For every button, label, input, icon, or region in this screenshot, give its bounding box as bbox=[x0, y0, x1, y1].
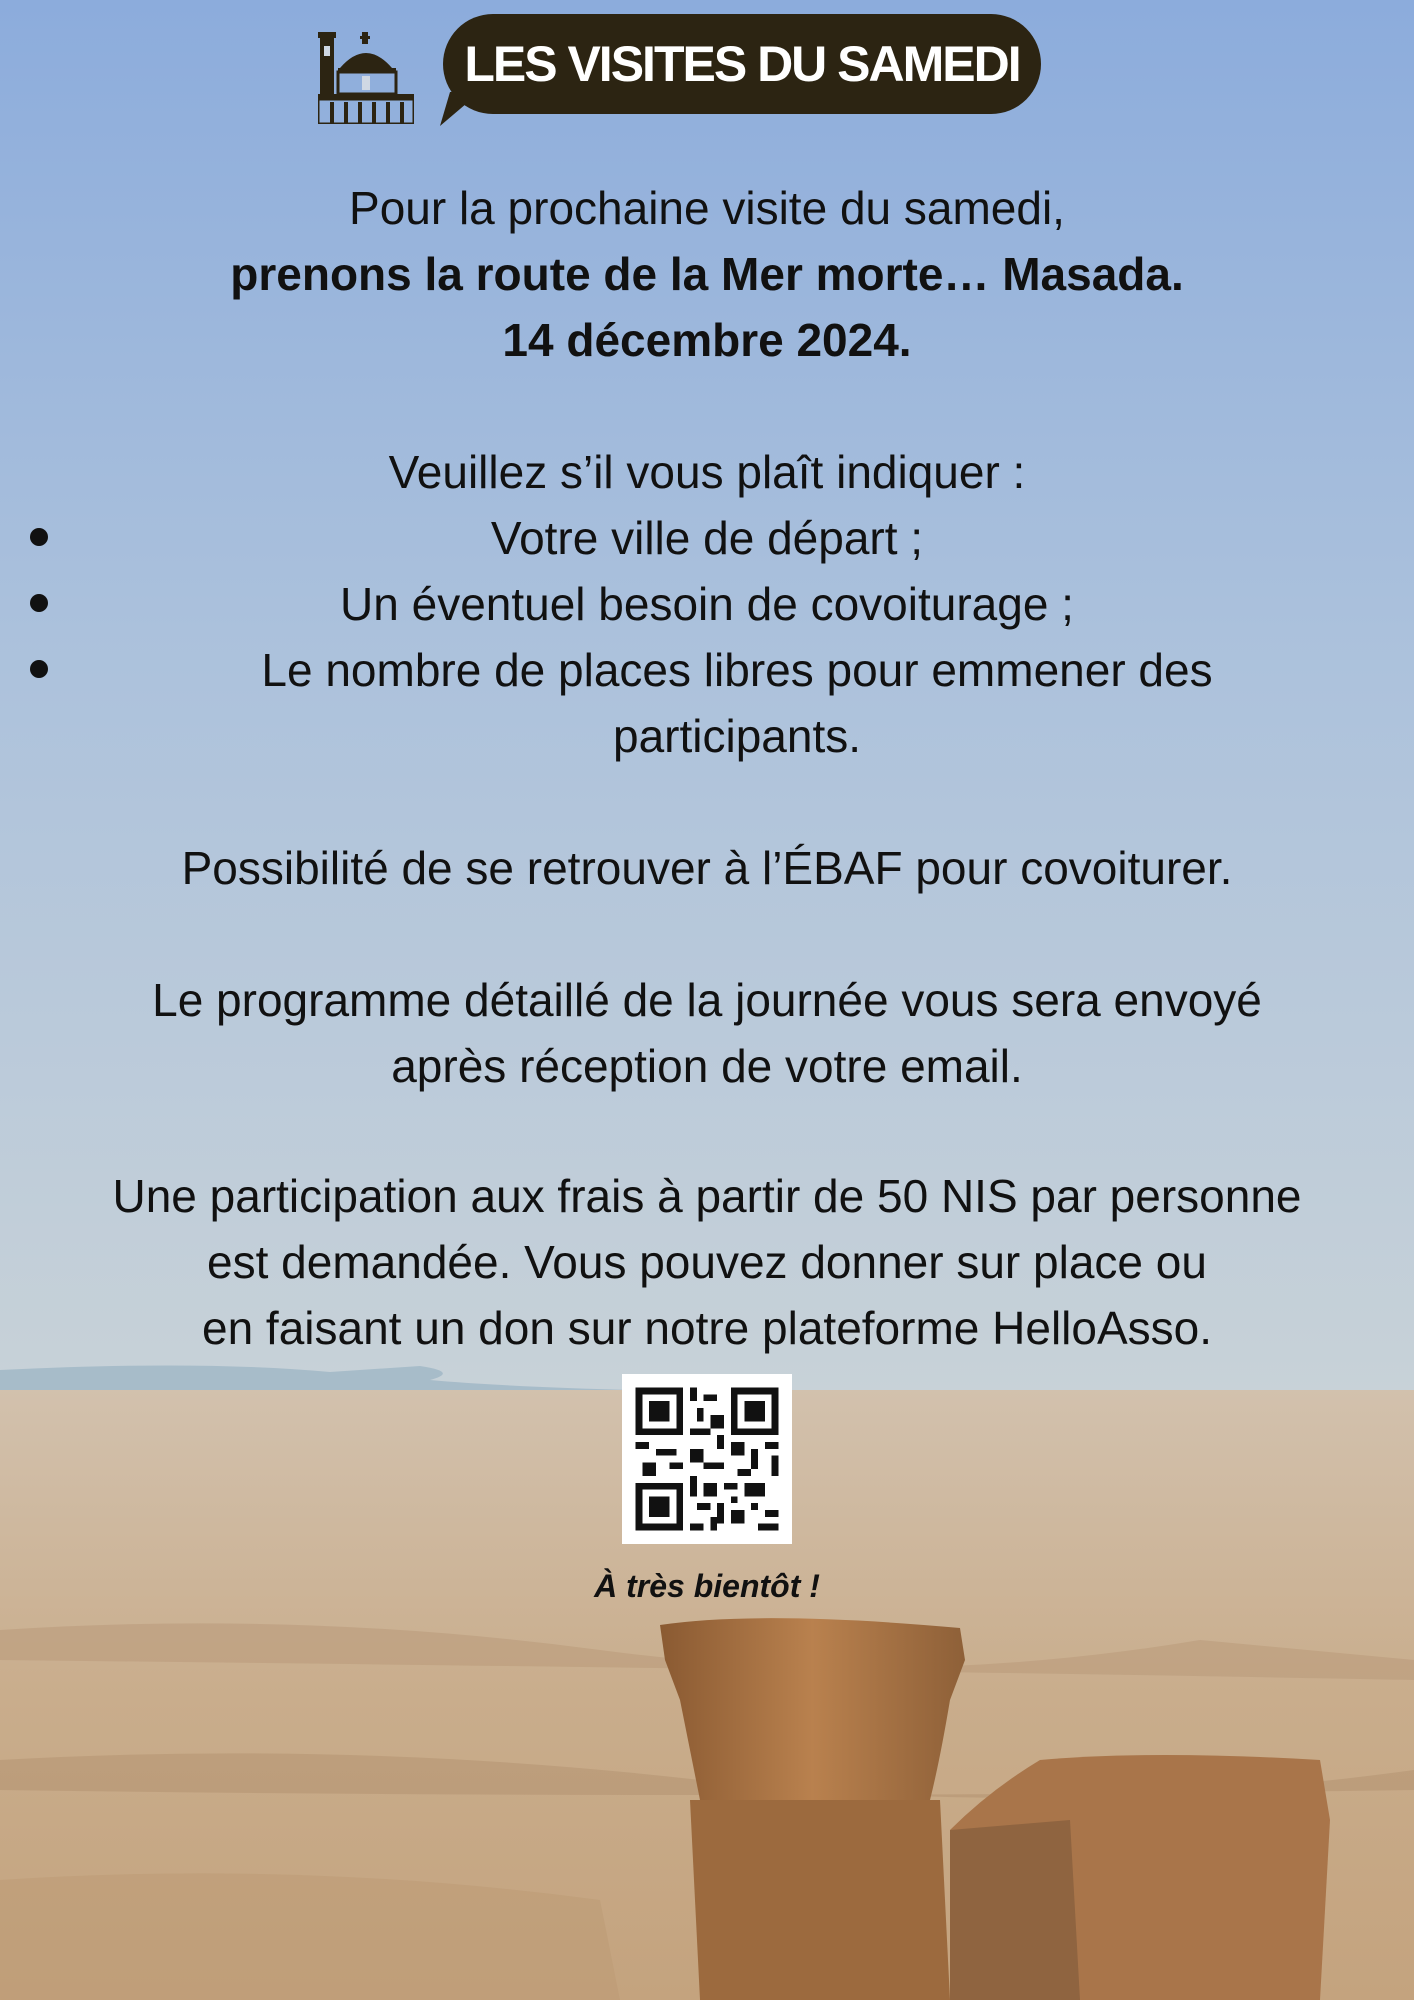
closing-message: À très bientôt ! bbox=[594, 1568, 820, 1604]
meeting-note: Possibilité de se retrouver à l’ÉBAF pour covoiturer. bbox=[181, 842, 1233, 894]
event-date: 14 décembre 2024. bbox=[502, 314, 912, 366]
program-line-2: après réception de votre email. bbox=[391, 1040, 1023, 1092]
list-item-continuation: participants. bbox=[612, 710, 861, 762]
header bbox=[0, 14, 1414, 114]
bullet-icon bbox=[30, 660, 48, 678]
page-title: LES VISITES DU SAMEDI bbox=[464, 36, 1020, 92]
list-item: Votre ville de départ ; bbox=[490, 512, 924, 564]
qr-code-icon[interactable] bbox=[622, 1374, 792, 1544]
fees-line-3: en faisant un don sur notre plateforme HelloAsso. bbox=[201, 1302, 1213, 1354]
list-item: Un éventuel besoin de covoiturage ; bbox=[340, 578, 1074, 630]
church-icon bbox=[318, 28, 414, 124]
list-item: Le nombre de places libres pour emmener des bbox=[261, 644, 1213, 696]
fees-line-1: Une participation aux frais à partir de 50 NIS par personne bbox=[112, 1170, 1302, 1222]
intro-line-2: prenons la route de la Mer morte… Masada. bbox=[230, 248, 1184, 300]
instructions-lead: Veuillez s’il vous plaît indiquer : bbox=[388, 446, 1026, 498]
intro-line-1: Pour la prochaine visite du samedi, bbox=[349, 182, 1065, 234]
program-line-1: Le programme détaillé de la journée vous sera envoyé bbox=[152, 974, 1262, 1026]
fees-line-2: est demandée. Vous pouvez donner sur place ou bbox=[207, 1236, 1207, 1288]
